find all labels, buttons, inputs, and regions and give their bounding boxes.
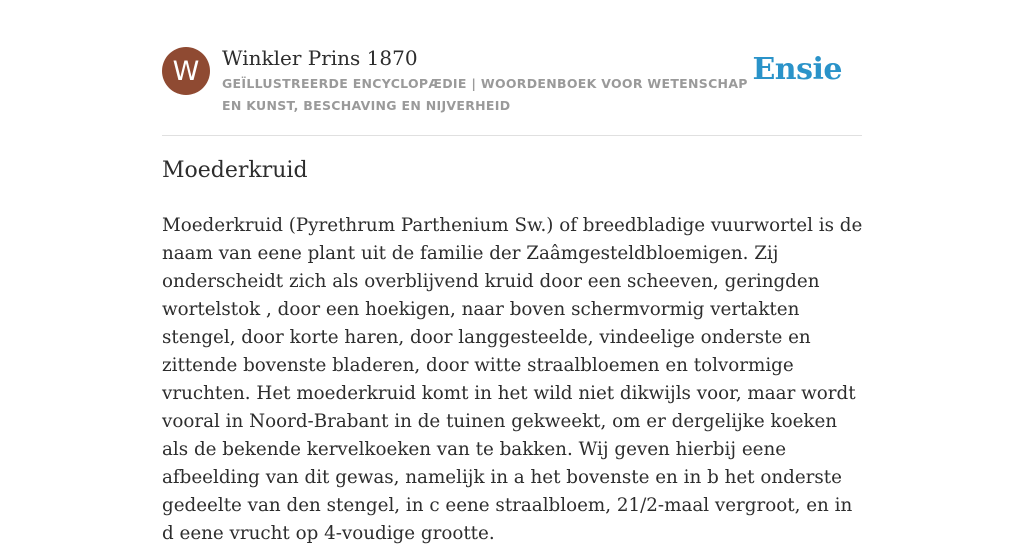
header-divider [162,135,862,136]
article-body: Moederkruid (Pyrethrum Parthenium Sw.) of breedbladige vuurwortel is de naam van eene plant uit de familie der Zaâmgesteldbloemigen. Zij onderscheidt zich als overblijvend kruid door een scheeven, geringden wortelstok , door een hoekigen, naar boven schermvormig vertakten stengel, door korte haren, door langgesteelde, vindeelige onderste en zittende bovenste bladeren, door witte straalbloemen en tolvormige vruchten. Het moederkruid komt in het wild niet dikwijls voor, maar wordt vooral in Noord-Brabant in de tuinen gekweekt, om er dergelijke koeken als de bekende kervelkoeken van te bakken. Wij geven hierbij eene afbeelding van dit gewas, namelijk in a het bovenste en in b het onderste gedeelte van den stengel, in c eene straalbloem, 21/2-maal vergroot, en in d eene vrucht op 4-voudige grootte. [162,215,863,544]
source-title[interactable]: Winkler Prins 1870 [222,46,418,70]
ensie-logo[interactable]: Ensie [752,52,842,87]
article-title: Moederkruid [162,158,308,183]
source-avatar[interactable]: W [162,47,210,95]
source-subtitle: GEÏLLUSTREERDE ENCYCLOPÆDIE | WOORDENBOEK VOOR WETENSCHAP EN KUNST, BESCHAVING EN NIJVERHEID [222,76,748,113]
source-header [162,44,862,120]
